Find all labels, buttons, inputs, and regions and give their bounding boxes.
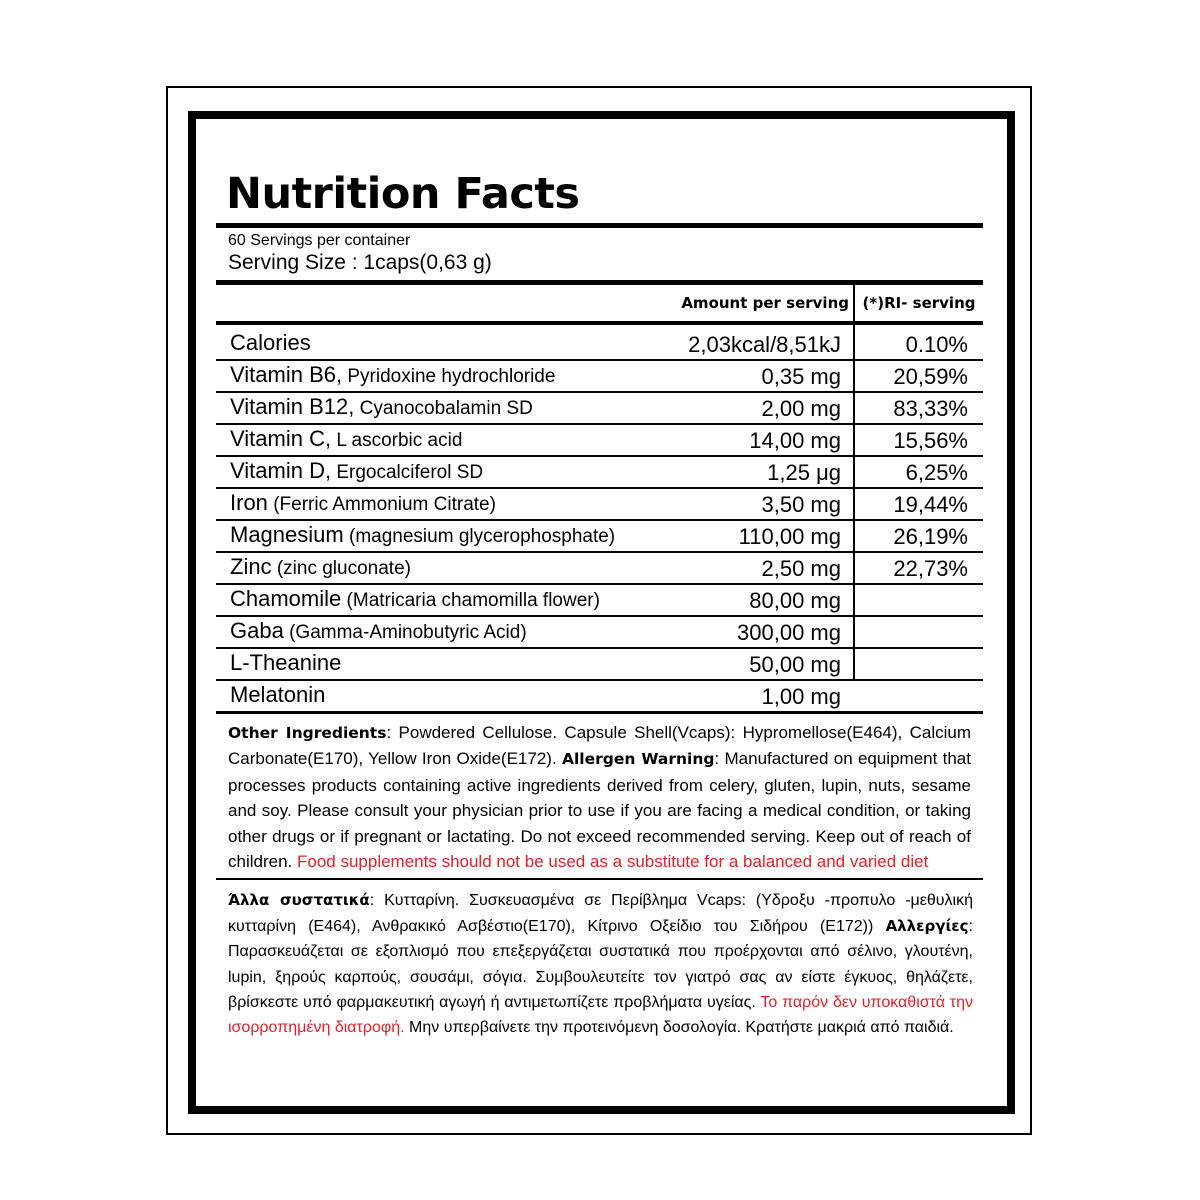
nutrient-ri-percent: 20,59% <box>854 360 983 392</box>
nutrient-amount: 14,00 mg <box>745 427 841 455</box>
greek-allergen-label: Αλλεργίες <box>885 916 969 935</box>
allergen-warning-label: Allergen Warning <box>561 750 715 769</box>
other-ingredients-text: : Powdered Cellulose. Capsule Shell(Vcaps): Hypromellose(E464), Calcium Carbonate(E170), Yellow Iron Oxide(E172). <box>228 723 971 769</box>
nutrient-row <box>216 616 983 648</box>
nutrient-row <box>216 323 983 360</box>
nutrient-detail: (zinc gluconate) <box>271 558 411 579</box>
nutrient-row <box>216 584 983 616</box>
nutrient-table <box>216 285 983 714</box>
label-title: Nutrition Facts <box>226 169 580 219</box>
nutrient-detail: L ascorbic acid <box>331 430 463 451</box>
title-divider <box>216 223 983 228</box>
nutrient-ri-percent <box>854 680 983 713</box>
nutrient-ri-percent <box>854 616 983 648</box>
nutrient-name: Gaba <box>230 618 284 643</box>
nutrient-row <box>216 680 983 713</box>
nutrient-name-cell <box>216 648 854 680</box>
nutrition-label-content <box>216 165 983 1041</box>
nutrient-name: Calories <box>230 330 311 355</box>
nutrient-ri-percent: 26,19% <box>854 520 983 552</box>
greek-closing-text: Μην υπερβαίνετε την προτεινόμενη δοσολογία. Κρατήστε μακριά από παιδιά. <box>404 1019 954 1037</box>
nutrient-ri-percent: 83,33% <box>854 392 983 424</box>
nutrient-amount: 110,00 mg <box>735 523 841 551</box>
nutrient-name: Vitamin B6, <box>230 362 343 387</box>
nutrient-detail: Pyridoxine hydrochloride <box>342 366 556 387</box>
nutrient-ri-percent: 22,73% <box>854 552 983 584</box>
nutrient-ri-percent: 19,44% <box>854 488 983 520</box>
nutrient-name: Magnesium <box>230 522 344 547</box>
nutrient-amount: 0,35 mg <box>758 363 842 391</box>
nutrient-name-cell <box>216 616 854 648</box>
nutrient-table-header <box>216 285 983 323</box>
nutrient-row <box>216 360 983 392</box>
nutrient-amount: 2,00 mg <box>758 395 842 423</box>
nutrient-row <box>216 552 983 584</box>
nutrient-name: Vitamin D, <box>230 458 332 483</box>
nutrient-amount: 2,50 mg <box>758 555 842 583</box>
nutrient-detail: (Ferric Ammonium Citrate) <box>267 494 496 515</box>
nutrient-amount: 1,00 mg <box>758 683 842 711</box>
nutrient-name-cell <box>216 424 854 456</box>
english-ingredients-warning <box>216 714 983 878</box>
nutrient-name-cell <box>216 392 854 424</box>
header-amount-per-serving: Amount per serving <box>216 285 854 323</box>
nutrient-detail: (Matricaria chamomilla flower) <box>341 590 600 611</box>
nutrient-ri-percent: 15,56% <box>854 424 983 456</box>
greek-other-ingredients-text: : Κυτταρίνη. Συσκευασμένα σε Περίβλημα Vcaps: (Υδροξυ -προπυλο -μεθυλική κυτταρίνη (Ε464), Ανθρακικό Ασβέστιο(Ε170), Κίτρινο Οξείδιο του Σιδήρου (Ε172)) <box>228 892 973 935</box>
nutrient-name-cell <box>216 323 854 360</box>
nutrient-row <box>216 648 983 680</box>
nutrient-name-cell <box>216 360 854 392</box>
header-ri-serving: (*)RI- serving <box>854 285 983 323</box>
other-ingredients-label: Other Ingredients <box>228 724 387 742</box>
serving-size: Serving Size : 1caps(0,63 g) <box>228 251 492 274</box>
nutrient-ri-percent <box>854 584 983 616</box>
nutrient-name: Vitamin B12, <box>230 394 355 419</box>
nutrient-detail: (magnesium glycerophosphate) <box>343 526 616 547</box>
nutrient-row <box>216 520 983 552</box>
allergen-warning-text: : Manufactured on equipment that processes products containing active ingredients derived from celery, gluten, lupin, nuts, sesame and soy. Please consult your physician prior to use if you are facing a medical condition, or taking other drugs or if pregnant or lactating. Do not exceed recommended serving. Keep out of reach of children. <box>228 749 971 872</box>
nutrient-amount: 3,50 mg <box>758 491 842 519</box>
nutrient-ri-percent: 6,25% <box>854 456 983 488</box>
nutrient-row <box>216 392 983 424</box>
nutrient-name-cell <box>216 520 854 552</box>
nutrient-name: L-Theanine <box>230 650 342 675</box>
nutrient-name-cell <box>216 584 854 616</box>
nutrient-rows <box>216 323 983 713</box>
nutrient-name: Iron <box>230 490 268 515</box>
nutrient-row <box>216 488 983 520</box>
nutrient-name-cell <box>216 552 854 584</box>
greek-ingredients-warning <box>216 880 983 1040</box>
nutrient-name-cell <box>216 680 854 713</box>
greek-other-ingredients-label: Άλλα συστατικά <box>228 891 370 910</box>
nutrient-detail: Cyanocobalamin SD <box>354 398 533 419</box>
nutrient-name: Melatonin <box>230 682 326 707</box>
nutrient-amount: 300,00 mg <box>733 619 841 647</box>
nutrient-name: Zinc <box>230 554 272 579</box>
greek-supplement-warning-red: Το παρόν δεν υποκαθιστά την ισορροπημένη διατροφή. <box>228 994 974 1037</box>
nutrient-name-cell <box>216 488 854 520</box>
nutrient-row <box>216 456 983 488</box>
nutrient-name: Chamomile <box>230 586 342 611</box>
nutrient-ri-percent: 0.10% <box>854 323 983 360</box>
nutrient-detail: (Gamma-Aminobutyric Acid) <box>283 622 527 643</box>
nutrient-amount: 80,00 mg <box>745 587 841 615</box>
nutrient-amount: 2,03kcal/8,51kJ <box>684 331 841 359</box>
nutrient-ri-percent <box>854 648 983 680</box>
servings-per-container: 60 Servings per container <box>228 232 411 249</box>
nutrient-row <box>216 424 983 456</box>
nutrient-name-cell <box>216 456 854 488</box>
nutrient-amount: 50,00 mg <box>745 651 841 679</box>
nutrient-name: Vitamin C, <box>230 426 332 451</box>
greek-allergen-text: : Παρασκευάζεται σε εξοπλισμό που επεξεργάζεται συστατικά που προέρχονται από σέλινο, γλουτένη, lupin, ξηρούς καρπούς, σουσάμι, σόγια. Συμβουλευτείτε τον γιατρό σας αν είστε έγκυος, θηλάζετε, βρίσκεστε υπό φαρμακευτική αγωγή ή αντιμετωπίζετε προβλήματα υγείας. <box>228 917 973 1012</box>
supplement-warning-red: Food supplements should not be used as a substitute for a balanced and varied diet <box>296 852 929 872</box>
nutrient-amount: 1,25 μg <box>763 459 841 487</box>
nutrient-detail: Ergocalciferol SD <box>331 462 484 483</box>
